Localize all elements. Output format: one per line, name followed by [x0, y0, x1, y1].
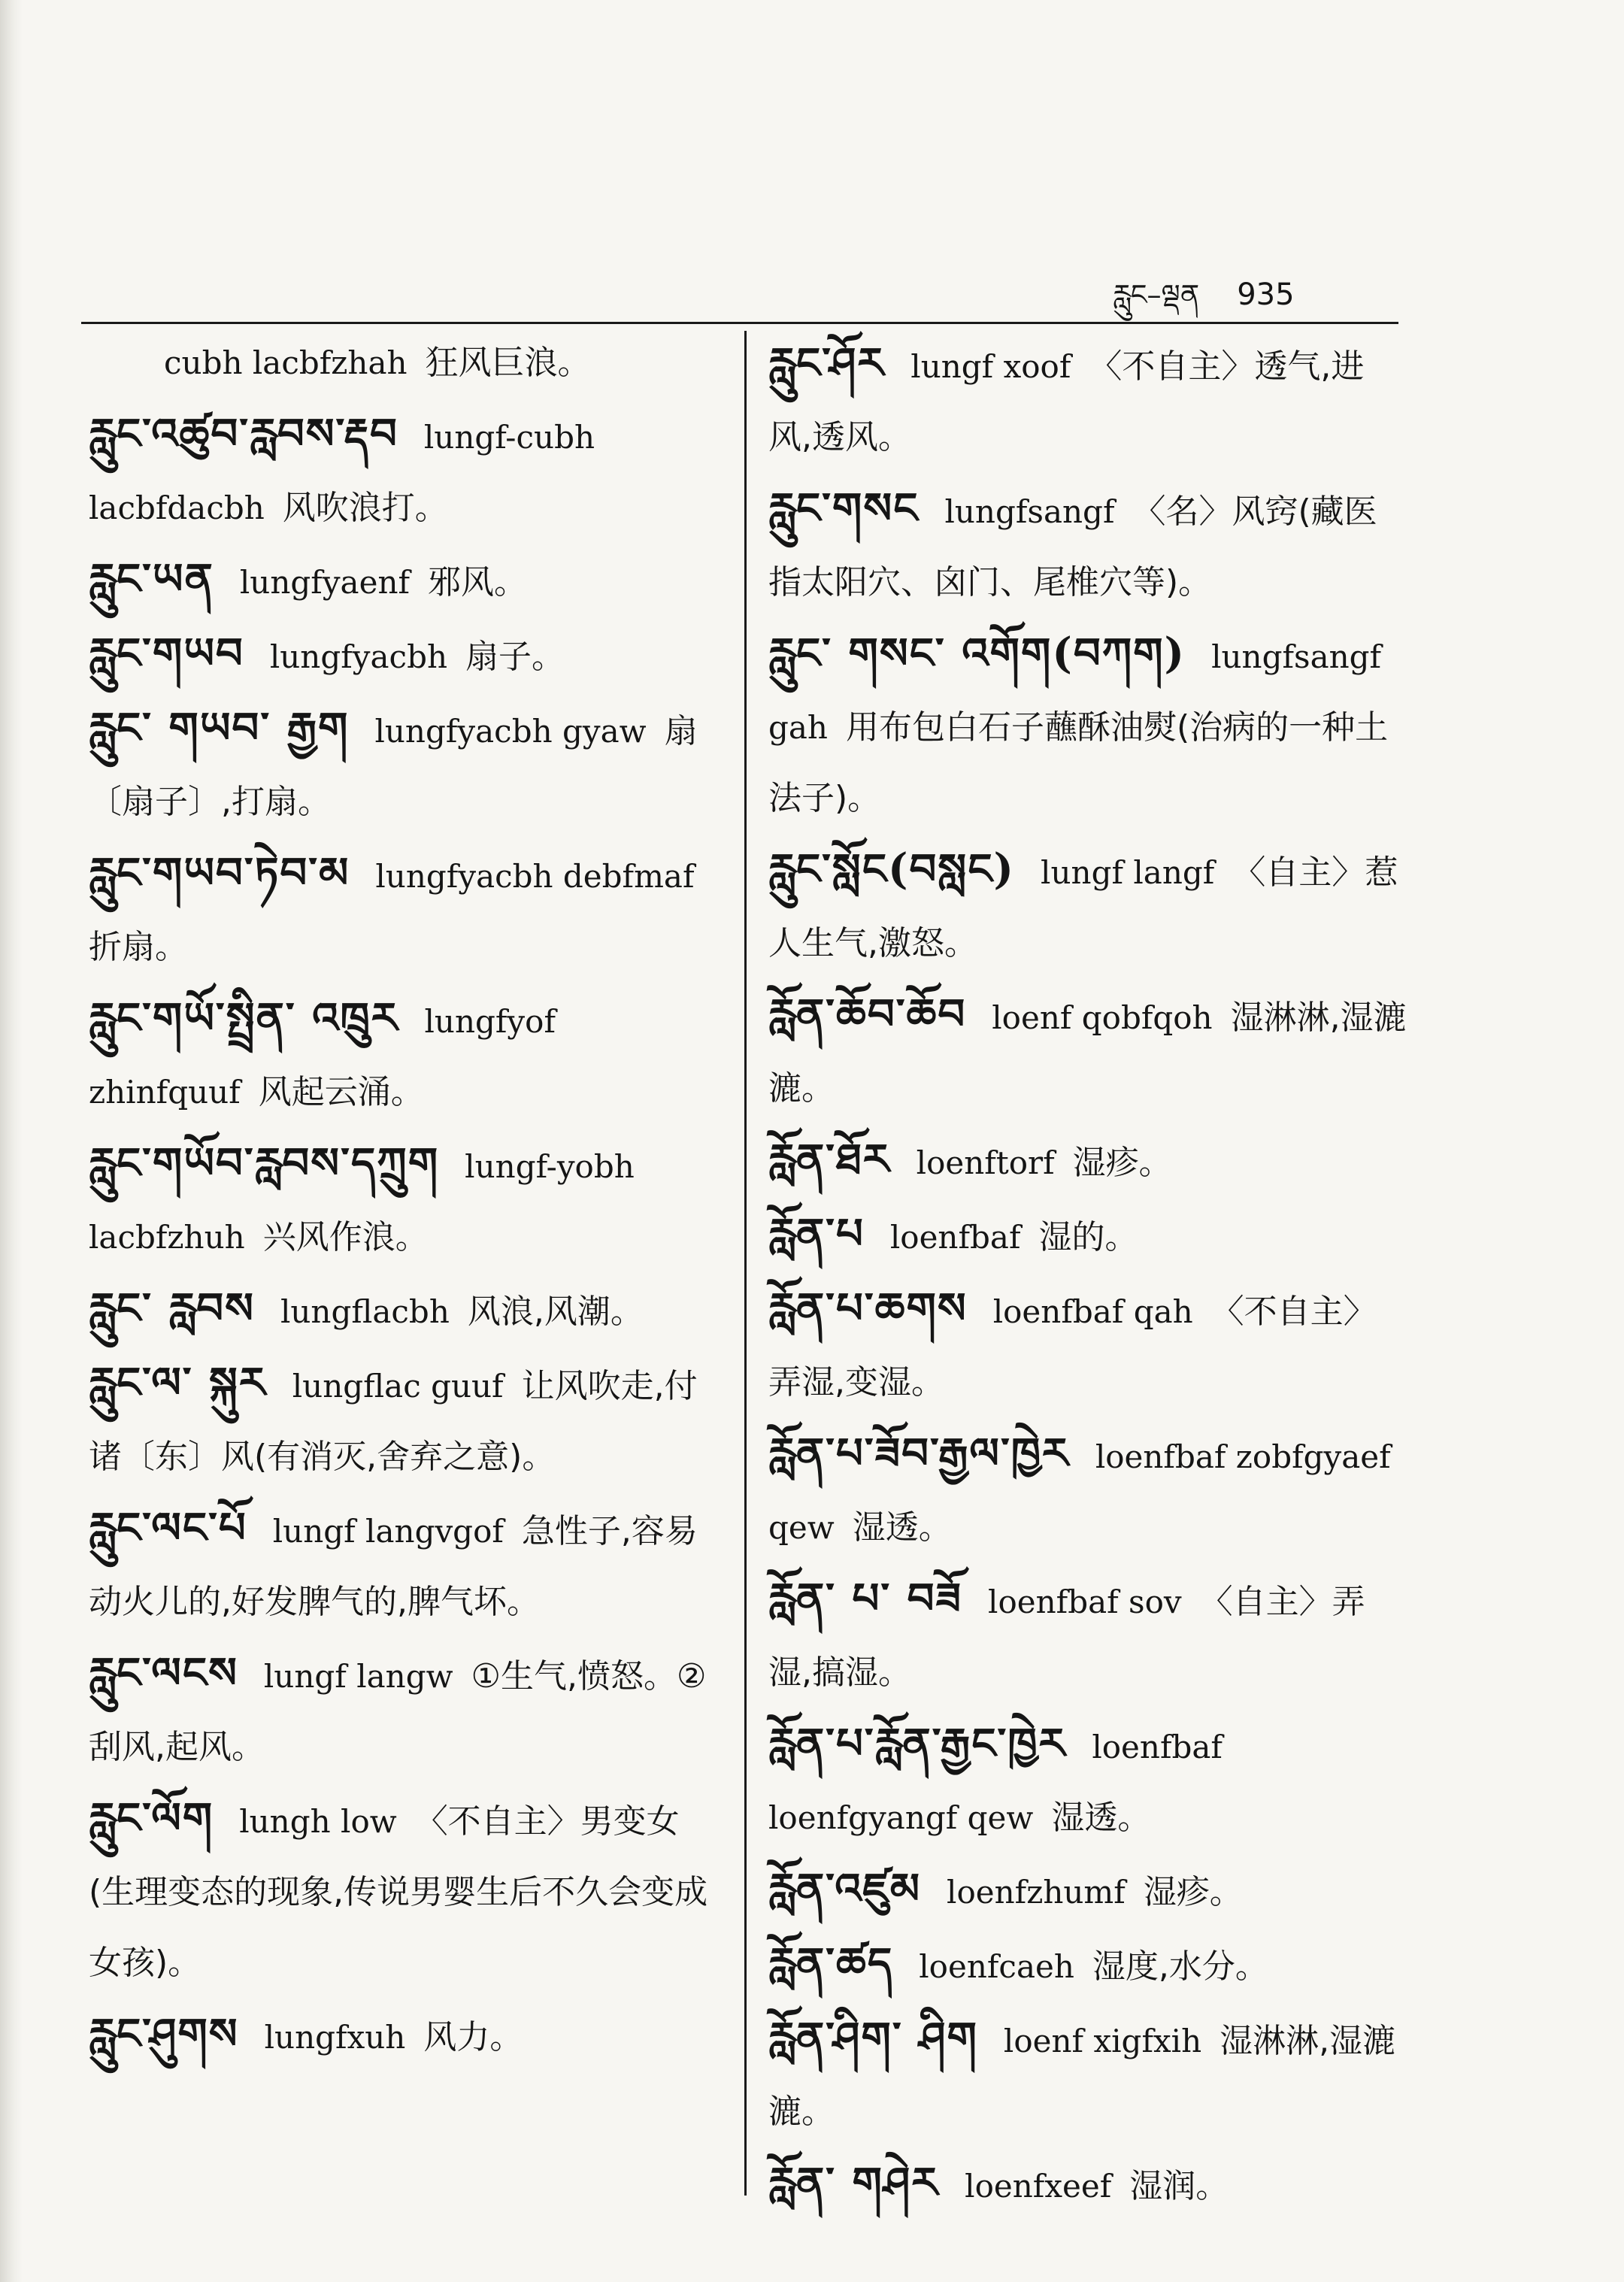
headword-tibetan: རློན་ཚད — [768, 1938, 894, 1988]
headword-tibetan: རླུང་གསང — [768, 483, 920, 533]
dictionary-entry — [89, 838, 720, 983]
dictionary-entry — [89, 328, 720, 399]
headword-tibetan: རླུང་ལང་པོ — [89, 1503, 247, 1553]
headword-tibetan: རློན་པ་རློན་རྒྱང་ཁྱེར — [768, 1719, 1067, 1768]
column-divider — [744, 331, 747, 2196]
dictionary-entry — [89, 1493, 720, 1638]
romanization: lungfyacbh debfmaf — [375, 858, 695, 895]
definition: 兴风作浪。 — [262, 1218, 429, 1256]
dictionary-entry — [768, 2002, 1407, 2147]
romanization: loenfcaeh — [919, 1948, 1074, 1985]
definition: 邪风。 — [428, 563, 528, 602]
definition: 湿淋淋,湿漉漉。 — [768, 2022, 1396, 2131]
dictionary-entry — [89, 1128, 720, 1273]
definition: 湿的。 — [1038, 1218, 1138, 1256]
romanization: loenfxeef — [965, 2168, 1112, 2205]
definition: 狂风巨浪。 — [425, 344, 591, 382]
headword-tibetan: རློན་ གཤེར — [768, 2158, 940, 2208]
page-number: 935 — [1237, 277, 1295, 312]
running-head: རླུང–ལྡན — [1113, 278, 1200, 311]
romanization: lungf langw — [263, 1658, 453, 1695]
dictionary-entry — [89, 1999, 720, 2073]
dictionary-entry — [89, 692, 720, 838]
dictionary-entry — [768, 1418, 1407, 1563]
headword-tibetan: རླུང་ཤོར — [768, 338, 886, 388]
romanization: lungfsangf gah — [768, 638, 1382, 746]
definition: 用布包白石子蘸酥油熨(治病的一种土 法子)。 — [768, 708, 1389, 817]
romanization: lungf langvgof — [272, 1513, 504, 1550]
right-column — [768, 328, 1407, 2222]
headword-tibetan: རློན་པ་ཟོབ་རྒྱལ་ཁྱེར — [768, 1429, 1070, 1478]
romanization: loenfbaf qah — [992, 1293, 1193, 1330]
dictionary-entry — [89, 544, 720, 618]
headword-tibetan: རློན་པ — [768, 1209, 865, 1259]
romanization: lungfyacbh gyaw — [374, 713, 647, 750]
romanization: loenftorf — [916, 1144, 1055, 1181]
romanization: lungflac guuf — [292, 1368, 504, 1405]
romanization: loenf qobfqoh — [992, 999, 1213, 1036]
dictionary-entry — [768, 1928, 1407, 2002]
dictionary-entry — [89, 399, 720, 544]
headword-tibetan: རླུང་སློང(བསླང) — [768, 844, 1016, 894]
headword-tibetan: རླུང་འཚུབ་རླབས་རྡབ — [89, 409, 398, 459]
headword-tibetan: རླུང་ཡན — [89, 554, 214, 604]
dictionary-entry — [89, 983, 720, 1128]
definition: 湿润。 — [1129, 2167, 1229, 2205]
dictionary-entry — [768, 328, 1407, 473]
romanization: lungf xoof — [910, 348, 1071, 385]
headword-tibetan: རླུང་གཡབ་ཏེབ་མ — [89, 848, 350, 898]
definition: 急性子,容易动火儿的,好发脾气的,脾气坏。 — [89, 1512, 698, 1621]
definition: 〈名〉风窍(藏医指太阳穴、囟门、尾椎穴等)。 — [768, 492, 1377, 602]
headword-tibetan: རླུང་ གཡབ་ རྒྱག — [89, 703, 350, 753]
romanization: loenfbaf — [889, 1219, 1021, 1256]
header-rule — [81, 322, 1398, 324]
headword-tibetan: རླུང་ལོག — [89, 1793, 214, 1843]
headword-tibetan: རླུང་ལ་ སྐུར — [89, 1358, 267, 1408]
headword-tibetan: རླུང་གཡོབ་རླབས་དཀྲུག — [89, 1138, 440, 1188]
definition: 扇〔扇子〕,打扇。 — [89, 712, 698, 821]
headword-tibetan: རླུང་ཤུགས — [89, 2009, 239, 2059]
headword-tibetan: རླུང་གཡོ་སྤྲིན་ འཁྲུར — [89, 993, 399, 1043]
definition: 让风吹走,付诸〔东〕风(有消灭,舍弃之意)。 — [89, 1367, 698, 1476]
dictionary-entry — [768, 979, 1407, 1124]
romanization: lungh low — [239, 1803, 397, 1840]
definition: ①生气,愤怒。②刮风,起风。 — [89, 1657, 707, 1766]
definition: 〈不自主〉透气,进风,透风。 — [768, 347, 1365, 456]
dictionary-entry — [768, 1708, 1407, 1853]
dictionary-entry — [768, 1273, 1407, 1418]
dictionary-entry — [89, 1638, 720, 1783]
definition: 〈自主〉弄湿,搞湿。 — [768, 1583, 1365, 1692]
definition: 湿透。 — [1051, 1799, 1151, 1837]
definition: 湿透。 — [852, 1508, 952, 1547]
definition: 风起云涌。 — [258, 1073, 424, 1111]
dictionary-entry — [768, 1199, 1407, 1273]
romanization: lungf langf — [1041, 854, 1215, 891]
dictionary-entry — [768, 2147, 1407, 2222]
romanization: lungf-yobh lacbfzhuh — [89, 1148, 635, 1256]
left-column — [89, 328, 720, 2073]
definition: 湿度,水分。 — [1092, 1947, 1268, 1986]
scan-edge — [0, 0, 23, 2282]
dictionary-entry — [89, 618, 720, 692]
dictionary-entry — [89, 1347, 720, 1493]
definition: 湿淋淋,湿漉漉。 — [768, 999, 1407, 1108]
romanization: lungfxuh — [264, 2019, 406, 2056]
romanization: lungfyof zhinfquuf — [89, 1003, 556, 1111]
romanization: lungfyacbh — [269, 638, 448, 675]
romanization: lungflacbh — [280, 1293, 450, 1330]
romanization: loenfzhumf — [947, 1874, 1126, 1911]
definition: 〈不自主〉男变女(生理变态的现象,传说男婴生后不久会变成女孩)。 — [89, 1802, 708, 1982]
headword-tibetan: རླུང་ རླབས — [89, 1283, 255, 1333]
headword-tibetan: རློན་ཆོབ་ཆོབ — [768, 989, 967, 1039]
definition: 风吹浪打。 — [282, 489, 448, 527]
dictionary-entry — [768, 1853, 1407, 1928]
definition: 折扇。 — [89, 928, 188, 966]
definition: 风力。 — [423, 2018, 523, 2056]
romanization: lungfsangf — [944, 493, 1115, 530]
dictionary-entry — [768, 1124, 1407, 1199]
romanization: loenf xigfxih — [1003, 2023, 1202, 2059]
romanization: cubh lacbfzhah — [164, 344, 408, 381]
definition: 湿疹。 — [1072, 1144, 1172, 1182]
romanization: loenfbaf sov — [988, 1583, 1182, 1620]
headword-tibetan: རླུང་ལངས — [89, 1648, 238, 1698]
headword-tibetan: རློན་ པ་ བཟོ — [768, 1574, 963, 1623]
definition: 〈不自主〉弄湿,变湿。 — [768, 1293, 1377, 1402]
headword-tibetan: རླུང་གཡབ — [89, 629, 244, 678]
definition: 风浪,风潮。 — [467, 1293, 644, 1331]
definition: 湿疹。 — [1143, 1873, 1243, 1911]
headword-tibetan: རློན་པ་ཆགས — [768, 1283, 968, 1333]
dictionary-entry — [768, 1563, 1407, 1708]
dictionary-entry — [768, 834, 1407, 979]
definition: 〈自主〉惹人生气,激怒。 — [768, 853, 1398, 962]
romanization: loenfbaf loenfgyangf qew — [768, 1729, 1223, 1836]
headword-tibetan: རློན་ཐོར — [768, 1135, 891, 1184]
headword-tibetan: རློན་འཛུམ — [768, 1864, 922, 1914]
dictionary-entry — [89, 1783, 720, 1999]
headword-tibetan: རློན་ཤིག་ ཤིག — [768, 2013, 978, 2062]
definition: 扇子。 — [465, 638, 565, 676]
dictionary-entry — [768, 618, 1407, 834]
dictionary-entry — [768, 473, 1407, 618]
romanization: loenfbaf zobfgyaef qew — [768, 1438, 1391, 1546]
romanization: lungf-cubh lacbfdacbh — [89, 419, 595, 526]
dictionary-entry — [89, 1273, 720, 1347]
romanization: lungfyaenf — [239, 564, 411, 601]
headword-tibetan: རླུང་ གསང་ འགོག(བཀག) — [768, 629, 1186, 678]
